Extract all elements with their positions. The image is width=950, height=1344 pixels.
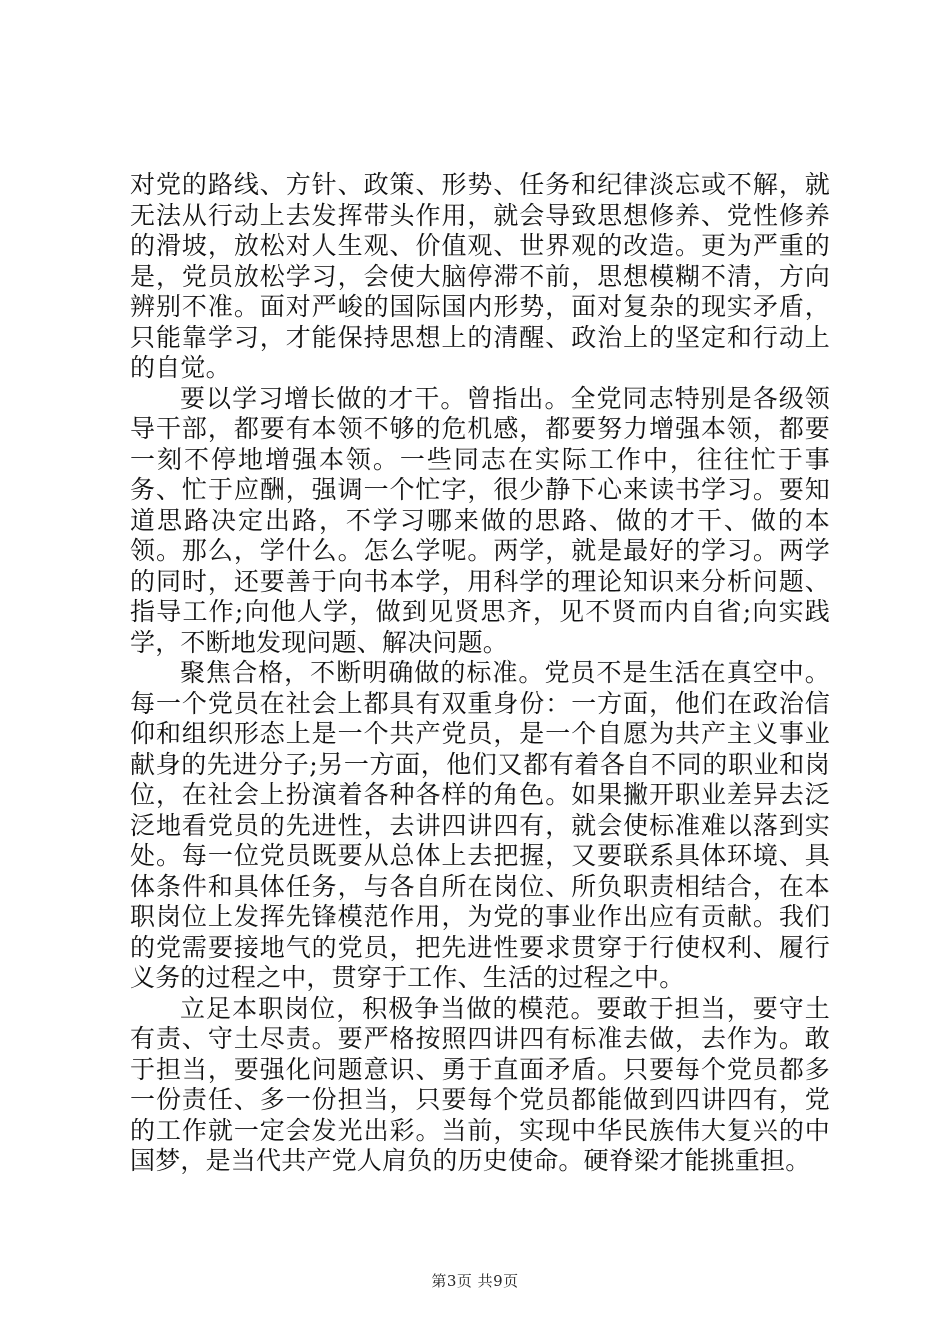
paragraph-model-role: 立足本职岗位，积极争当做的模范。要敢于担当，要守土有责、守土尽责。要严格按照四讲四有标准去做，去作为。敢于担当，要强化问题意识、勇于直面矛盾。只要每个党员都多一份责任、多一份担当，只要每个党员都能做到四讲四有，党的工作就一定会发光出彩。当前，实现中华民族伟大复兴的中国梦，是当代共产党人肩负的历史使命。硬脊梁才能挑重担。: [130, 993, 830, 1175]
paragraph-study-skills: 要以学习增长做的才干。曾指出。全党同志特别是各级领导干部，都要有本领不够的危机感，都要努力增强本领，都要一刻不停地增强本领。一些同志在实际工作中，往往忙于事务、忙于应酬，强调一个忙字，很少静下心来读书学习。要知道思路决定出路，不学习哪来做的思路、做的才干、做的本领。那么，学什么。怎么学呢。两学，就是最好的学习。两学的同时，还要善于向书本学，用科学的理论知识来分析问题、指导工作;向他人学，做到见贤思齐，见不贤而内自省;向实践学，不断地发现问题、解决问题。: [130, 383, 830, 657]
page-number-footer: 第3页 共9页: [431, 1272, 519, 1290]
paragraph-qualified-standard: 聚焦合格，不断明确做的标准。党员不是生活在真空中。每一个党员在社会上都具有双重身份：一方面，他们在政治信仰和组织形态上是一个共产党员，是一个自愿为共产主义事业献身的先进分子;另一方面，他们又都有着各自不同的职业和岗位，在社会上扮演着各种各样的角色。如果撇开职业差异去泛泛地看党员的先进性，去讲四讲四有，就会使标准难以落到实处。每一位党员既要从总体上去把握，又要联系具体环境、具体条件和具体任务，与各自所在岗位、所负职责相结合，在本职岗位上发挥先锋模范作用，为党的事业作出应有贡献。我们的党需要接地气的党员，把先进性要求贯穿于行使权利、履行义务的过程之中，贯穿于工作、生活的过程之中。: [130, 658, 830, 992]
paragraph-continuation: 对党的路线、方针、政策、形势、任务和纪律淡忘或不解，就无法从行动上去发挥带头作用，就会导致思想修养、党性修养的滑坡，放松对人生观、价值观、世界观的改造。更为严重的是，党员放松学习，会使大脑停滞不前，思想模糊不清，方向辨别不准。面对严峻的国际国内形势，面对复杂的现实矛盾，只能靠学习，才能保持思想上的清醒、政治上的坚定和行动上的自觉。: [130, 170, 830, 382]
document-body: [130, 170, 830, 1177]
